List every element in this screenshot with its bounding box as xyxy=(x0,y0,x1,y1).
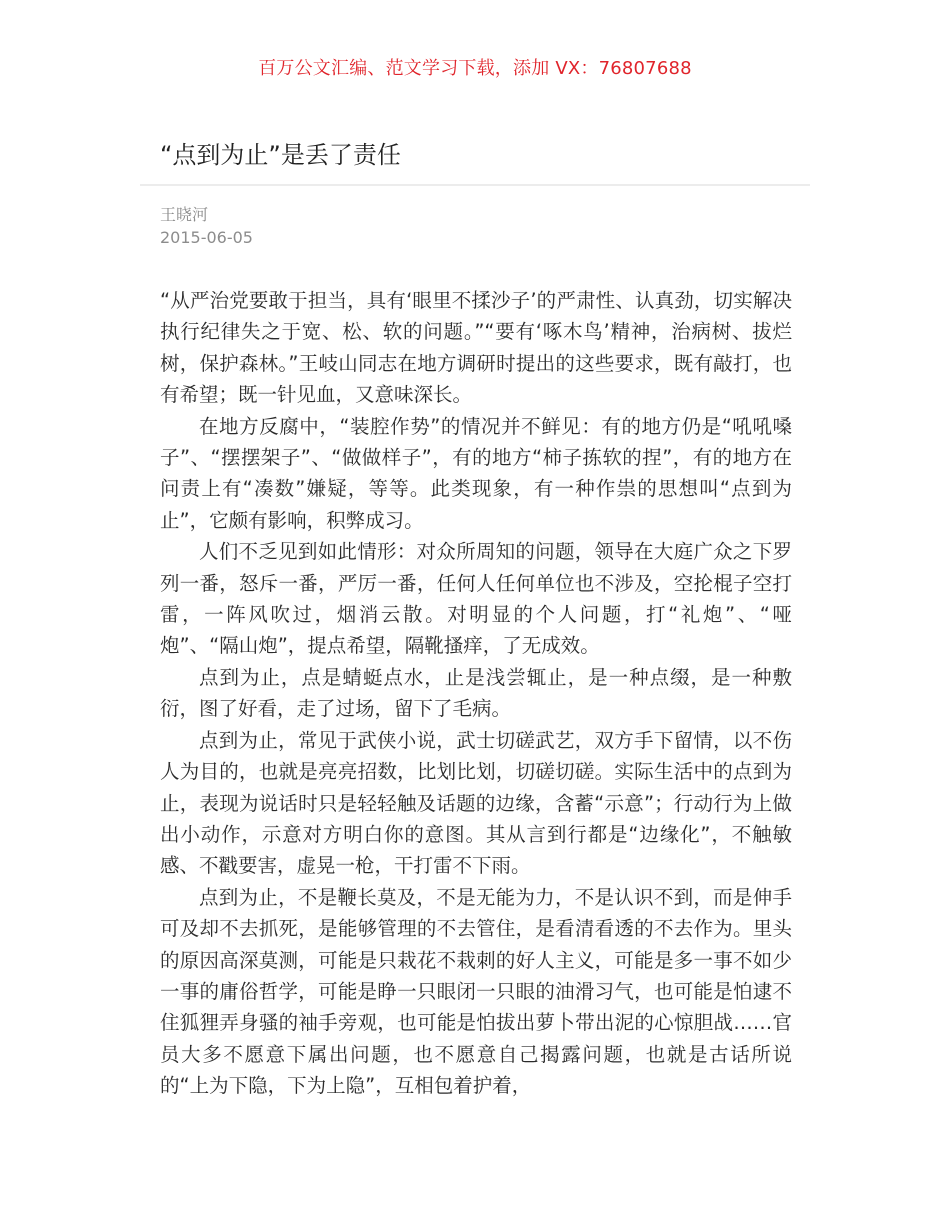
promo-banner: 百万公文汇编、范文学习下载，添加 VX：76807688 xyxy=(258,58,692,79)
article-meta xyxy=(160,203,253,249)
article-paragraph: 在地方反腐中，“装腔作势”的情况并不鲜见：有的地方仍是“吼吼嗓子”、“摆摆架子”、“做做样子”，有的地方“柿子拣软的捏”，有的地方在问责上有“凑数”嫌疑，等等。此类现象，有一种作祟的思想叫“点到为止”，它颇有影响，积弊成习。 xyxy=(160,414,792,532)
article-body xyxy=(160,285,792,1102)
article-paragraph: 点到为止，点是蜻蜓点水，止是浅尝辄止，是一种点缀，是一种敷衍，图了好看，走了过场，留下了毛病。 xyxy=(160,665,792,721)
article-paragraph: 点到为止，不是鞭长莫及，不是无能为力，不是认识不到，而是伸手可及却不去抓死，是能够管理的不去管住，是看清看透的不去作为。里头的原因高深莫测，可能是只栽花不栽刺的好人主义，可能是多一事不如少一事的庸俗哲学，可能是睁一只眼闭一只眼的油滑习气，也可能是怕逮不住狐狸弄身骚的袖手旁观，也可能是怕拔出萝卜带出泥的心惊胆战……官员大多不愿意下属出问题，也不愿意自己揭露问题，也就是古话所说的“上为下隐，下为上隐”，互相包着护着， xyxy=(160,885,792,1098)
title-divider xyxy=(140,184,810,186)
article-title: “点到为止”是丢了责任 xyxy=(160,141,401,169)
article-author: 王晓河 xyxy=(160,205,209,224)
article-paragraph: 人们不乏见到如此情形：对众所周知的问题，领导在大庭广众之下罗列一番，怒斥一番，严厉一番，任何人任何单位也不涉及，空抡棍子空打雷，一阵风吹过，烟消云散。对明显的个人问题，打“礼炮”、“哑炮”、“隔山炮”，提点希望，隔靴搔痒，了无成效。 xyxy=(160,540,792,658)
article-paragraph: “从严治党要敢于担当，具有‘眼里不揉沙子’的严肃性、认真劲，切实解决执行纪律失之于宽、松、软的问题。”“要有‘啄木鸟’精神，治病树、拔烂树，保护森林。”王岐山同志在地方调研时提出的这些要求，既有敲打，也有希望；既一针见血，又意味深长。 xyxy=(160,289,792,407)
article-date: 2015-06-05 xyxy=(160,228,253,247)
article-paragraph: 点到为止，常见于武侠小说，武士切磋武艺，双方手下留情，以不伤人为目的，也就是亮亮招数，比划比划，切磋切磋。实际生活中的点到为止，表现为说话时只是轻轻触及话题的边缘，含蓄“示意”；行动行为上做出小动作，示意对方明白你的意图。其从言到行都是“边缘化”，不触敏感、不戳要害，虚晃一枪，干打雷不下雨。 xyxy=(160,728,792,878)
